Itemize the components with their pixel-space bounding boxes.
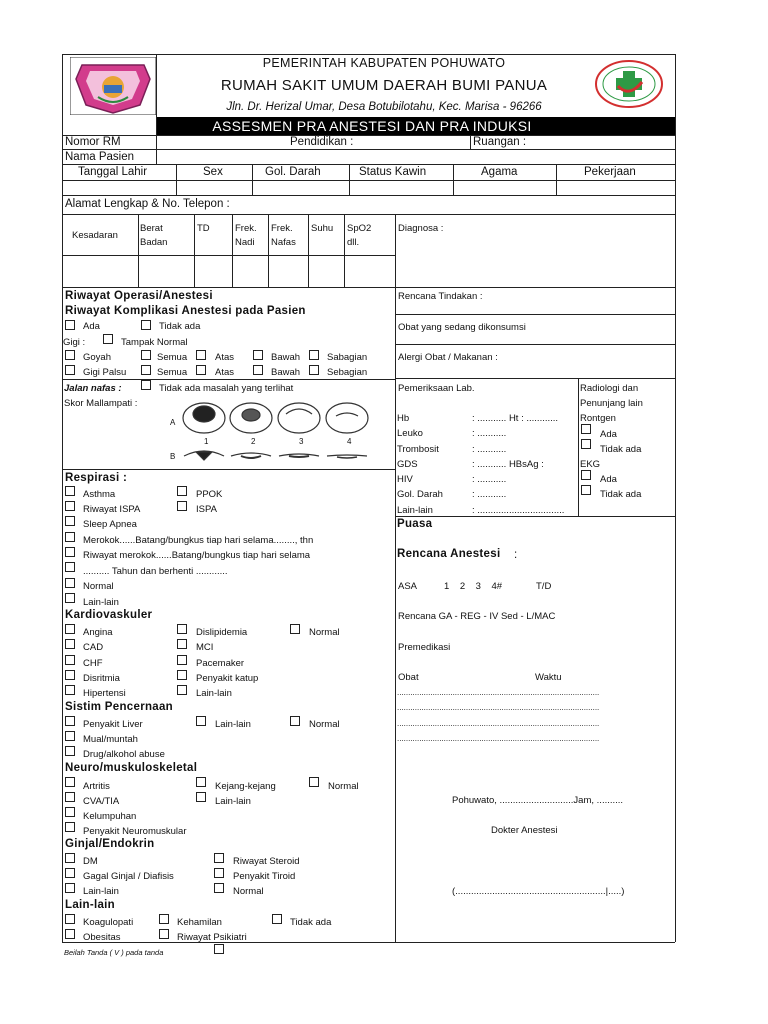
waktu-label: Waktu <box>535 672 562 683</box>
artritis-checkbox[interactable] <box>65 777 75 787</box>
lab-hiv-value: : ........... <box>472 474 507 485</box>
rontgen-tidak-label: Tidak ada <box>600 444 642 455</box>
row-line <box>62 287 675 288</box>
rencana-tindakan-label: Rencana Tindakan : <box>398 291 483 302</box>
lab-hb-label: Hb <box>397 413 410 424</box>
jalan-nafas-label: Jalan nafas : <box>64 383 122 394</box>
lain-tidak-ada-checkbox[interactable] <box>272 914 282 924</box>
frek-nafas-label-2: Nafas <box>271 237 296 248</box>
obat-line-2: ........................................................................................... <box>397 703 600 712</box>
col-agama: Agama <box>481 166 518 178</box>
kelumpuhan-checkbox[interactable] <box>65 807 75 817</box>
ispa-checkbox[interactable] <box>177 501 187 511</box>
col-sex: Sex <box>203 166 223 178</box>
row-line <box>62 214 675 215</box>
ekg-tidak-checkbox[interactable] <box>581 485 591 495</box>
row-line <box>395 314 675 315</box>
obat-line-3: ........................................................................................... <box>397 719 600 728</box>
psikiatri-label: Riwayat Psikiatri <box>177 932 247 943</box>
palsu-bawah-label: Bawah <box>271 367 301 378</box>
rontgen-ada-label: Ada <box>600 429 617 440</box>
kardio-lain-label: Lain-lain <box>196 688 232 699</box>
palsu-semua-label: Semua <box>157 367 188 378</box>
neuro-lain-checkbox[interactable] <box>196 792 206 802</box>
goyah-atas-label: Atas <box>215 352 235 363</box>
row-line <box>62 195 675 196</box>
cad-label: CAD <box>83 642 104 653</box>
pencernaan-lain-label: Lain-lain <box>215 719 251 730</box>
form-title: ASSESMEN PRA ANESTESI DAN PRA INDUKSI <box>212 118 532 134</box>
palsu-sebagian-checkbox[interactable] <box>309 365 319 375</box>
goyah-sabagian-checkbox[interactable] <box>309 350 319 360</box>
row-line <box>395 344 675 345</box>
riwayat-operasi-heading: Riwayat Operasi/Anestesi <box>65 290 213 302</box>
center-divider <box>395 214 396 942</box>
form-right-border <box>675 54 676 942</box>
rontgen-tidak-checkbox[interactable] <box>581 439 591 449</box>
kelumpuhan-label: Kelumpuhan <box>83 811 137 822</box>
mci-label: MCI <box>196 642 214 653</box>
lab-leuko-value: : ........... <box>472 428 507 439</box>
cell-line <box>156 135 157 149</box>
goyah-checkbox[interactable] <box>65 350 75 360</box>
tahun-berhenti-label: .......... Tahun dan berhenti ............ <box>83 566 228 577</box>
mallampati-class-2: 2 <box>251 437 256 446</box>
riwayat-merokok-checkbox[interactable] <box>65 547 75 557</box>
cell-line <box>252 164 253 195</box>
sleep-apnea-label: Sleep Apnea <box>83 519 137 530</box>
badan-label: Badan <box>140 237 168 248</box>
diagnosa-label: Diagnosa : <box>398 223 444 234</box>
gagal-ginjal-checkbox[interactable] <box>65 868 75 878</box>
ekg-ada-label: Ada <box>600 474 617 485</box>
col-pekerjaan: Pekerjaan <box>584 166 636 178</box>
pemeriksaan-lab-label: Pemeriksaan Lab. <box>398 383 475 394</box>
mallampati-label: Skor Mallampati : <box>64 398 138 409</box>
penyakit-katup-checkbox[interactable] <box>177 670 187 680</box>
cva-checkbox[interactable] <box>65 792 75 802</box>
ekg-tidak-label: Tidak ada <box>600 489 642 500</box>
respirasi-normal-checkbox[interactable] <box>65 578 75 588</box>
puasa-heading: Puasa <box>397 518 433 530</box>
row-line <box>395 378 675 379</box>
gigi-palsu-checkbox[interactable] <box>65 365 75 375</box>
dislipidemia-checkbox[interactable] <box>177 624 187 634</box>
td-option: T/D <box>536 581 552 592</box>
chf-checkbox[interactable] <box>65 655 75 665</box>
rontgen-ada-checkbox[interactable] <box>581 424 591 434</box>
chf-label: CHF <box>83 658 103 669</box>
form-bottom-border <box>62 942 675 943</box>
mci-checkbox[interactable] <box>177 639 187 649</box>
row-line <box>62 469 395 470</box>
tiroid-checkbox[interactable] <box>214 868 224 878</box>
palsu-bawah-checkbox[interactable] <box>253 365 263 375</box>
col-status-kawin: Status Kawin <box>359 166 427 178</box>
pencernaan-normal-label: Normal <box>309 719 340 730</box>
hipertensi-checkbox[interactable] <box>65 685 75 695</box>
mual-label: Mual/muntah <box>83 734 138 745</box>
row-line <box>62 180 675 181</box>
penyakit-liver-label: Penyakit Liver <box>83 719 143 730</box>
frek-nadi-label-2: Nadi <box>235 237 255 248</box>
col-tanggal-lahir: Tanggal Lahir <box>78 166 148 178</box>
neuro-normal-checkbox[interactable] <box>309 777 319 787</box>
komplikasi-tidak-ada-checkbox[interactable] <box>141 320 151 330</box>
gov-name: PEMERINTAH KABUPATEN POHUWATO <box>262 56 506 70</box>
kardio-heading: Kardiovaskuler <box>65 609 153 621</box>
komplikasi-ada-label: Ada <box>83 321 100 332</box>
kardio-lain-checkbox[interactable] <box>177 685 187 695</box>
koagulopati-label: Koagulopati <box>83 917 134 928</box>
rontgen-label: Rontgen <box>580 413 616 424</box>
footnote-checkbox <box>214 944 224 954</box>
ginjal-normal-label: Normal <box>233 886 264 897</box>
drug-label: Drug/alkohol abuse <box>83 749 165 760</box>
footnote: Beilah Tanda ( V ) pada tanda <box>64 948 164 957</box>
pencernaan-heading: Sistim Pencernaan <box>65 701 174 713</box>
pencernaan-lain-checkbox[interactable] <box>196 716 206 726</box>
gigi-normal-label: Tampak Normal <box>121 337 188 348</box>
lab-gds-label: GDS <box>397 459 418 470</box>
ekg-label: EKG <box>580 459 601 470</box>
mallampati-class-4: 4 <box>347 437 352 446</box>
tiroid-label: Penyakit Tiroid <box>233 871 296 882</box>
row-line <box>62 135 675 136</box>
spo2-label-2: dll. <box>347 237 360 248</box>
kardio-normal-checkbox[interactable] <box>290 624 300 634</box>
goyah-label: Goyah <box>83 352 111 363</box>
mual-checkbox[interactable] <box>65 731 75 741</box>
dm-label: DM <box>83 856 98 867</box>
ginjal-normal-checkbox[interactable] <box>214 883 224 893</box>
cell-line <box>470 135 471 149</box>
row-line <box>62 164 675 165</box>
ginjal-lain-label: Lain-lain <box>83 886 119 897</box>
palsu-sebagian-label: Sebagian <box>327 367 368 378</box>
lab-hb-value: : ........... Ht : ............ <box>472 413 559 424</box>
row-line <box>62 255 396 256</box>
merokok-checkbox[interactable] <box>65 532 75 542</box>
header-top-border <box>62 54 675 55</box>
steroid-checkbox[interactable] <box>214 853 224 863</box>
koagulopati-checkbox[interactable] <box>65 914 75 924</box>
hipertensi-label: Hipertensi <box>83 688 126 699</box>
riwayat-komplikasi-heading: Riwayat Komplikasi Anestesi pada Pasien <box>65 305 306 317</box>
sleep-apnea-checkbox[interactable] <box>65 516 75 526</box>
jalan-nafas-option: Tidak ada masalah yang terlihat <box>159 383 294 394</box>
lab-lain-label: Lain-lain <box>397 505 433 516</box>
lab-gol-darah-value: : ........... <box>472 489 507 500</box>
neuro-lain-label: Lain-lain <box>215 796 251 807</box>
rencana-anestesi-colon: : <box>514 549 518 561</box>
drug-checkbox[interactable] <box>65 746 75 756</box>
lab-gol-darah-label: Gol. Darah <box>397 489 443 500</box>
goyah-bawah-label: Bawah <box>271 352 301 363</box>
cell-line <box>308 214 309 287</box>
disritmia-label: Disritmia <box>83 673 120 684</box>
rencana-ga: Rencana GA - REG - IV Sed - L/MAC <box>398 611 556 622</box>
radiologi-label-2: Penunjang lain <box>580 398 643 409</box>
ispa-label: ISPA <box>196 504 217 515</box>
steroid-label: Riwayat Steroid <box>233 856 300 867</box>
obat-line-4: ........................................................................................... <box>397 734 600 743</box>
pencernaan-normal-checkbox[interactable] <box>290 716 300 726</box>
suhu-label: Suhu <box>311 223 334 234</box>
jalan-nafas-checkbox[interactable] <box>141 380 151 390</box>
row-line <box>395 516 675 517</box>
disritmia-checkbox[interactable] <box>65 670 75 680</box>
goyah-atas-checkbox[interactable] <box>196 350 206 360</box>
dokter-anestesi-label: Dokter Anestesi <box>491 825 558 836</box>
nama-pasien-label: Nama Pasien <box>65 151 135 163</box>
obat-line-1: ........................................................................................... <box>397 688 600 697</box>
riwayat-ispa-label: Riwayat ISPA <box>83 504 141 515</box>
obat-label: Obat <box>398 672 419 683</box>
header-logo-divider <box>156 54 157 135</box>
riwayat-ispa-checkbox[interactable] <box>65 501 75 511</box>
ginjal-heading: Ginjal/Endokrin <box>65 838 155 850</box>
cell-line <box>268 214 269 287</box>
cad-checkbox[interactable] <box>65 639 75 649</box>
psikiatri-checkbox[interactable] <box>159 929 169 939</box>
cell-line <box>194 214 195 287</box>
ppok-checkbox[interactable] <box>177 486 187 496</box>
premedikasi-label: Premedikasi <box>398 642 451 653</box>
komplikasi-ada-checkbox[interactable] <box>65 320 75 330</box>
cell-line <box>349 164 350 195</box>
hospital-name: RUMAH SAKIT UMUM DAERAH BUMI PANUA <box>220 77 548 94</box>
palsu-semua-checkbox[interactable] <box>141 365 151 375</box>
cell-line <box>344 214 345 287</box>
goyah-semua-label: Semua <box>157 352 188 363</box>
ginjal-lain-checkbox[interactable] <box>65 883 75 893</box>
kesadaran-label: Kesadaran <box>72 230 118 241</box>
lain-tidak-ada-label: Tidak ada <box>290 917 332 928</box>
td-label: TD <box>197 223 210 234</box>
lain-lain-heading: Lain-lain <box>65 899 115 911</box>
row-line <box>62 149 675 150</box>
respirasi-normal-label: Normal <box>83 581 114 592</box>
lab-gds-value: : ........... HBsAg : <box>472 459 544 470</box>
mallampati-row-a: A <box>170 418 176 427</box>
obat-konsumsi-label: Obat yang sedang dikonsumsi <box>398 322 526 333</box>
mallampati-class-1: 1 <box>204 437 209 446</box>
rencana-anestesi-heading: Rencana Anestesi <box>397 548 501 560</box>
lab-trombosit-value: : ........... <box>472 444 507 455</box>
asthma-checkbox[interactable] <box>65 486 75 496</box>
mallampati-class-3: 3 <box>299 437 304 446</box>
respirasi-lain-label: Lain-lain <box>83 597 119 608</box>
lab-radiologi-divider <box>578 378 579 516</box>
penyakit-katup-label: Penyakit katup <box>196 673 259 684</box>
cell-line <box>556 164 557 195</box>
palsu-atas-checkbox[interactable] <box>196 365 206 375</box>
pacemaker-label: Pacemaker <box>196 658 245 669</box>
place-date: Pohuwato, ............................Jam, .......... <box>452 795 624 806</box>
cell-line <box>176 164 177 195</box>
obesitas-checkbox[interactable] <box>65 929 75 939</box>
artritis-label: Artritis <box>83 781 110 792</box>
kehamilan-checkbox[interactable] <box>159 914 169 924</box>
respirasi-lain-checkbox[interactable] <box>65 593 75 603</box>
lab-leuko-label: Leuko <box>397 428 423 439</box>
kehamilan-label: Kehamilan <box>177 917 222 928</box>
asthma-label: Asthma <box>83 489 116 500</box>
dm-checkbox[interactable] <box>65 853 75 863</box>
lab-lain-value: : ................................. <box>472 505 565 516</box>
pendidikan-label: Pendidikan : <box>290 136 354 148</box>
cell-line <box>232 214 233 287</box>
nomor-rm-label: Nomor RM <box>65 136 121 148</box>
gagal-ginjal-label: Gagal Ginjal / Diafisis <box>83 871 174 882</box>
alergi-label: Alergi Obat / Makanan : <box>398 352 498 363</box>
spo2-label-1: SpO2 <box>347 223 372 234</box>
palsu-atas-label: Atas <box>215 367 235 378</box>
mallampati-illustration <box>166 400 378 468</box>
obesitas-label: Obesitas <box>83 932 121 943</box>
angina-label: Angina <box>83 627 113 638</box>
col-gol-darah: Gol. Darah <box>265 166 321 178</box>
gigi-label: Gigi : <box>63 337 86 348</box>
gigi-normal-checkbox[interactable] <box>103 334 113 344</box>
respirasi-heading: Respirasi : <box>65 472 128 484</box>
neuromuskular-label: Penyakit Neuromuskular <box>83 826 187 837</box>
pacemaker-checkbox[interactable] <box>177 655 187 665</box>
ppok-label: PPOK <box>196 489 223 500</box>
goyah-bawah-checkbox[interactable] <box>253 350 263 360</box>
kejang-checkbox[interactable] <box>196 777 206 787</box>
cell-line <box>453 164 454 195</box>
neuromuskular-checkbox[interactable] <box>65 822 75 832</box>
row-line <box>62 379 395 380</box>
lab-hiv-label: HIV <box>397 474 413 485</box>
penyakit-liver-checkbox[interactable] <box>65 716 75 726</box>
asa-values: 1 2 3 4# <box>444 581 503 592</box>
goyah-semua-checkbox[interactable] <box>141 350 151 360</box>
ruangan-label: Ruangan : <box>473 136 527 148</box>
alamat-label: Alamat Lengkap & No. Telepon : <box>65 198 230 210</box>
asa-label: ASA <box>398 581 418 592</box>
radiologi-label-1: Radiologi dan <box>580 383 639 394</box>
ekg-ada-checkbox[interactable] <box>581 470 591 480</box>
cell-line <box>138 214 139 287</box>
tahun-berhenti-checkbox[interactable] <box>65 562 75 572</box>
frek-nadi-label-1: Frek. <box>235 223 257 234</box>
riwayat-merokok-label: Riwayat merokok......Batang/bungkus tiap hari selama <box>83 550 311 561</box>
gigi-palsu-label: Gigi Palsu <box>83 367 127 378</box>
neuro-heading: Neuro/muskuloskeletal <box>65 762 198 774</box>
form-left-border <box>62 54 63 942</box>
berat-label: Berat <box>140 223 163 234</box>
angina-checkbox[interactable] <box>65 624 75 634</box>
dislipidemia-label: Dislipidemia <box>196 627 248 638</box>
lab-trombosit-label: Trombosit <box>397 444 439 455</box>
neuro-normal-label: Normal <box>328 781 359 792</box>
mallampati-row-b: B <box>170 452 176 461</box>
kardio-normal-label: Normal <box>309 627 340 638</box>
hospital-address: Jln. Dr. Herizal Umar, Desa Botubilotahu, Kec. Marisa - 96266 <box>226 101 542 113</box>
signature-line: (.........................................................|.....) <box>452 886 625 897</box>
cva-label: CVA/TIA <box>83 796 120 807</box>
cell-line <box>156 149 157 164</box>
goyah-sabagian-label: Sabagian <box>327 352 368 363</box>
merokok-label: Merokok......Batang/bungkus tiap hari selama........, thn <box>83 535 314 546</box>
frek-nafas-label-1: Frek. <box>271 223 293 234</box>
komplikasi-tidak-ada-label: Tidak ada <box>159 321 201 332</box>
kejang-label: Kejang-kejang <box>215 781 276 792</box>
